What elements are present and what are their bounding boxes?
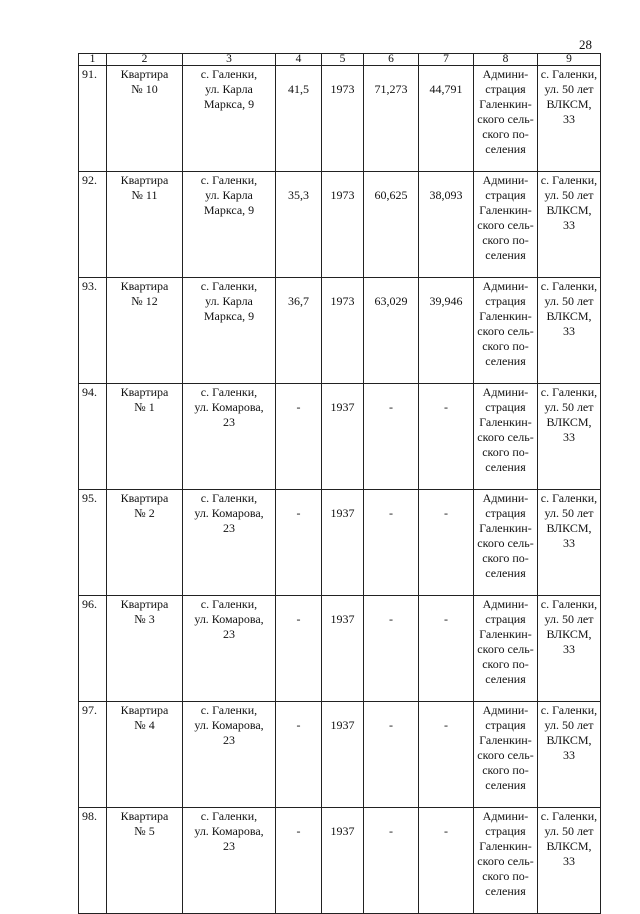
holder-address-cell-line: 33 — [563, 324, 575, 338]
holder-address-cell-line: ул. 50 лет — [544, 82, 594, 96]
book-value-cell: - — [364, 596, 419, 702]
object-name-cell-line: № 2 — [134, 506, 155, 520]
holder-cell-line: ского по- — [482, 233, 529, 247]
residual-value-cell: - — [419, 702, 474, 808]
object-name-cell-line: Квартира — [120, 809, 169, 823]
holder-cell-line: страция — [485, 612, 526, 626]
holder-cell-line: Админи- — [482, 809, 529, 823]
row-number-cell: 97. — [79, 702, 107, 808]
header-cell-col-9: 9 — [538, 54, 601, 66]
object-name-cell-line: № 11 — [131, 188, 158, 202]
year-cell: 1937 — [322, 596, 364, 702]
holder-cell-line: селения — [485, 460, 526, 474]
address-cell-line: с. Галенки, — [200, 597, 258, 611]
row-number-cell: 95. — [79, 490, 107, 596]
row-number-cell: 92. — [79, 172, 107, 278]
address-cell-line: Маркса, 9 — [203, 203, 255, 217]
address-cell — [183, 278, 276, 384]
table-row — [79, 66, 601, 172]
object-name-cell-line: № 3 — [134, 612, 155, 626]
address-cell-line: 23 — [223, 733, 235, 747]
holder-cell-line: Галенкин- — [479, 627, 532, 641]
area-cell: 35,3 — [276, 172, 322, 278]
address-cell — [183, 172, 276, 278]
holder-cell-line: Галенкин- — [479, 203, 532, 217]
row-number-cell: 98. — [79, 808, 107, 914]
area-cell: - — [276, 702, 322, 808]
address-cell-line: 23 — [223, 521, 235, 535]
address-cell-line: ул. Комарова, — [194, 506, 264, 520]
holder-cell-line: Галенкин- — [479, 97, 532, 111]
object-name-cell-line: Квартира — [120, 491, 169, 505]
page-number: 28 — [579, 37, 592, 52]
object-name-cell-line: Квартира — [120, 703, 169, 717]
holder-cell-line: Галенкин- — [479, 521, 532, 535]
book-value-cell: 60,625 — [364, 172, 419, 278]
holder-cell-line: Админи- — [482, 279, 529, 293]
holder-address-cell-line: ВЛКСМ, — [546, 203, 592, 217]
header-cell-col-4: 4 — [276, 54, 322, 66]
holder-address-cell-line: ВЛКСМ, — [546, 309, 592, 323]
area-cell: - — [276, 808, 322, 914]
holder-address-cell-line: с. Галенки, — [540, 279, 598, 293]
holder-cell-line: ского по- — [482, 869, 529, 883]
holder-address-cell-line: 33 — [563, 536, 575, 550]
holder-cell-line: Галенкин- — [479, 309, 532, 323]
object-name-cell-line: № 4 — [134, 718, 155, 732]
address-cell-line: ул. Карла — [205, 188, 253, 202]
object-name-cell-line: № 1 — [134, 400, 155, 414]
row-number-cell: 91. — [79, 66, 107, 172]
table-row — [79, 490, 601, 596]
holder-cell-line: Админи- — [482, 703, 529, 717]
holder-cell-line: Галенкин- — [479, 839, 532, 853]
holder-cell — [474, 172, 538, 278]
holder-cell — [474, 278, 538, 384]
area-cell: - — [276, 490, 322, 596]
object-name-cell — [107, 490, 183, 596]
holder-cell-line: ского сель- — [477, 748, 534, 762]
holder-cell — [474, 596, 538, 702]
table-row — [79, 384, 601, 490]
holder-cell — [474, 66, 538, 172]
holder-cell-line: ского по- — [482, 551, 529, 565]
holder-address-cell-line: с. Галенки, — [540, 67, 598, 81]
address-cell-line: с. Галенки, — [200, 809, 258, 823]
holder-address-cell-line: ул. 50 лет — [544, 718, 594, 732]
book-value-cell: - — [364, 490, 419, 596]
holder-cell-line: Админи- — [482, 597, 529, 611]
holder-address-cell-line: ВЛКСМ, — [546, 521, 592, 535]
book-value-cell: 63,029 — [364, 278, 419, 384]
address-cell-line: 23 — [223, 627, 235, 641]
table-row — [79, 702, 601, 808]
holder-address-cell — [538, 596, 601, 702]
address-cell — [183, 490, 276, 596]
holder-address-cell — [538, 172, 601, 278]
address-cell-line: ул. Комарова, — [194, 400, 264, 414]
holder-cell-line: ского по- — [482, 657, 529, 671]
book-value-cell: - — [364, 808, 419, 914]
residual-value-cell: - — [419, 490, 474, 596]
holder-address-cell-line: с. Галенки, — [540, 173, 598, 187]
holder-cell-line: ского сель- — [477, 854, 534, 868]
object-name-cell — [107, 66, 183, 172]
area-cell: - — [276, 596, 322, 702]
holder-cell-line: страция — [485, 506, 526, 520]
holder-cell-line: ского сель- — [477, 642, 534, 656]
table-row — [79, 596, 601, 702]
area-cell: 41,5 — [276, 66, 322, 172]
object-name-cell-line: Квартира — [120, 279, 169, 293]
holder-cell-line: селения — [485, 142, 526, 156]
holder-cell-line: селения — [485, 566, 526, 580]
row-number-cell: 94. — [79, 384, 107, 490]
year-cell: 1973 — [322, 172, 364, 278]
book-value-cell: - — [364, 702, 419, 808]
holder-address-cell-line: ул. 50 лет — [544, 294, 594, 308]
header-cell-col-2: 2 — [107, 54, 183, 66]
header-cell-col-3: 3 — [183, 54, 276, 66]
area-cell: - — [276, 384, 322, 490]
residual-value-cell: - — [419, 596, 474, 702]
address-cell — [183, 596, 276, 702]
object-name-cell-line: Квартира — [120, 597, 169, 611]
holder-cell-line: Админи- — [482, 491, 529, 505]
holder-cell-line: ского по- — [482, 763, 529, 777]
holder-cell-line: ского сель- — [477, 324, 534, 338]
address-cell-line: с. Галенки, — [200, 279, 258, 293]
year-cell: 1973 — [322, 278, 364, 384]
holder-cell-line: селения — [485, 672, 526, 686]
object-name-cell-line: Квартира — [120, 385, 169, 399]
holder-address-cell — [538, 66, 601, 172]
area-cell: 36,7 — [276, 278, 322, 384]
holder-cell-line: страция — [485, 82, 526, 96]
holder-cell-line: страция — [485, 824, 526, 838]
object-name-cell-line: № 12 — [131, 294, 158, 308]
holder-address-cell-line: ул. 50 лет — [544, 188, 594, 202]
holder-cell-line: ского по- — [482, 127, 529, 141]
holder-cell-line: селения — [485, 354, 526, 368]
address-cell-line: с. Галенки, — [200, 491, 258, 505]
holder-address-cell-line: ул. 50 лет — [544, 400, 594, 414]
table-body — [79, 54, 601, 914]
holder-address-cell-line: 33 — [563, 112, 575, 126]
object-name-cell — [107, 808, 183, 914]
holder-address-cell-line: ул. 50 лет — [544, 612, 594, 626]
object-name-cell-line: № 5 — [134, 824, 155, 838]
holder-cell-line: селения — [485, 778, 526, 792]
holder-cell-line: ского сель- — [477, 430, 534, 444]
year-cell: 1937 — [322, 384, 364, 490]
holder-cell-line: страция — [485, 718, 526, 732]
header-cell-col-7: 7 — [419, 54, 474, 66]
holder-address-cell-line: ВЛКСМ, — [546, 415, 592, 429]
holder-address-cell-line: с. Галенки, — [540, 597, 598, 611]
holder-cell-line: ского сель- — [477, 536, 534, 550]
header-cell-col-6: 6 — [364, 54, 419, 66]
address-cell-line: с. Галенки, — [200, 67, 258, 81]
holder-cell-line: Галенкин- — [479, 415, 532, 429]
year-cell: 1937 — [322, 702, 364, 808]
holder-address-cell-line: 33 — [563, 430, 575, 444]
row-number-cell: 93. — [79, 278, 107, 384]
holder-address-cell-line: ул. 50 лет — [544, 824, 594, 838]
address-cell-line: ул. Комарова, — [194, 612, 264, 626]
holder-address-cell-line: ул. 50 лет — [544, 506, 594, 520]
holder-cell-line: страция — [485, 188, 526, 202]
holder-cell-line: ского по- — [482, 445, 529, 459]
object-name-cell — [107, 172, 183, 278]
holder-cell — [474, 490, 538, 596]
holder-address-cell — [538, 702, 601, 808]
address-cell-line: с. Галенки, — [200, 385, 258, 399]
holder-cell — [474, 702, 538, 808]
table-header-row — [79, 54, 601, 66]
holder-cell-line: Админи- — [482, 385, 529, 399]
holder-address-cell-line: с. Галенки, — [540, 385, 598, 399]
header-cell-col-8: 8 — [474, 54, 538, 66]
holder-address-cell-line: ВЛКСМ, — [546, 97, 592, 111]
holder-cell — [474, 384, 538, 490]
holder-cell-line: Админи- — [482, 67, 529, 81]
holder-address-cell — [538, 490, 601, 596]
holder-cell-line: Админи- — [482, 173, 529, 187]
row-number-cell: 96. — [79, 596, 107, 702]
address-cell-line: Маркса, 9 — [203, 97, 255, 111]
table-row — [79, 808, 601, 914]
table-row — [79, 172, 601, 278]
holder-cell-line: селения — [485, 884, 526, 898]
address-cell-line: ул. Комарова, — [194, 824, 264, 838]
year-cell: 1973 — [322, 66, 364, 172]
address-cell-line: Маркса, 9 — [203, 309, 255, 323]
holder-address-cell-line: с. Галенки, — [540, 703, 598, 717]
object-name-cell — [107, 278, 183, 384]
residual-value-cell: - — [419, 808, 474, 914]
address-cell-line: ул. Комарова, — [194, 718, 264, 732]
object-name-cell-line: № 10 — [131, 82, 158, 96]
holder-cell-line: селения — [485, 248, 526, 262]
address-cell-line: 23 — [223, 415, 235, 429]
object-name-cell-line: Квартира — [120, 67, 169, 81]
header-cell-col-5: 5 — [322, 54, 364, 66]
object-name-cell — [107, 596, 183, 702]
holder-address-cell-line: ВЛКСМ, — [546, 839, 592, 853]
address-cell — [183, 384, 276, 490]
address-cell-line: ул. Карла — [205, 82, 253, 96]
holder-address-cell — [538, 278, 601, 384]
holder-cell-line: Галенкин- — [479, 733, 532, 747]
year-cell: 1937 — [322, 808, 364, 914]
holder-cell-line: страция — [485, 400, 526, 414]
holder-address-cell-line: 33 — [563, 642, 575, 656]
residual-value-cell: 39,946 — [419, 278, 474, 384]
address-cell — [183, 66, 276, 172]
book-value-cell: 71,273 — [364, 66, 419, 172]
object-name-cell — [107, 384, 183, 490]
holder-address-cell — [538, 384, 601, 490]
holder-cell — [474, 808, 538, 914]
holder-address-cell-line: ВЛКСМ, — [546, 627, 592, 641]
residual-value-cell: 44,791 — [419, 66, 474, 172]
address-cell-line: 23 — [223, 839, 235, 853]
table-row — [79, 278, 601, 384]
object-name-cell — [107, 702, 183, 808]
holder-address-cell-line: ВЛКСМ, — [546, 733, 592, 747]
residual-value-cell: - — [419, 384, 474, 490]
holder-address-cell — [538, 808, 601, 914]
holder-address-cell-line: с. Галенки, — [540, 809, 598, 823]
address-cell — [183, 702, 276, 808]
address-cell-line: с. Галенки, — [200, 703, 258, 717]
holder-address-cell-line: 33 — [563, 854, 575, 868]
holder-cell-line: ского сель- — [477, 112, 534, 126]
address-cell-line: ул. Карла — [205, 294, 253, 308]
holder-address-cell-line: 33 — [563, 748, 575, 762]
header-cell-col-1: 1 — [79, 54, 107, 66]
address-cell — [183, 808, 276, 914]
year-cell: 1937 — [322, 490, 364, 596]
holder-address-cell-line: с. Галенки, — [540, 491, 598, 505]
holder-address-cell-line: 33 — [563, 218, 575, 232]
book-value-cell: - — [364, 384, 419, 490]
holder-cell-line: ского по- — [482, 339, 529, 353]
residual-value-cell: 38,093 — [419, 172, 474, 278]
address-cell-line: с. Галенки, — [200, 173, 258, 187]
holder-cell-line: ского сель- — [477, 218, 534, 232]
holder-cell-line: страция — [485, 294, 526, 308]
property-registry-table — [78, 53, 601, 914]
object-name-cell-line: Квартира — [120, 173, 169, 187]
